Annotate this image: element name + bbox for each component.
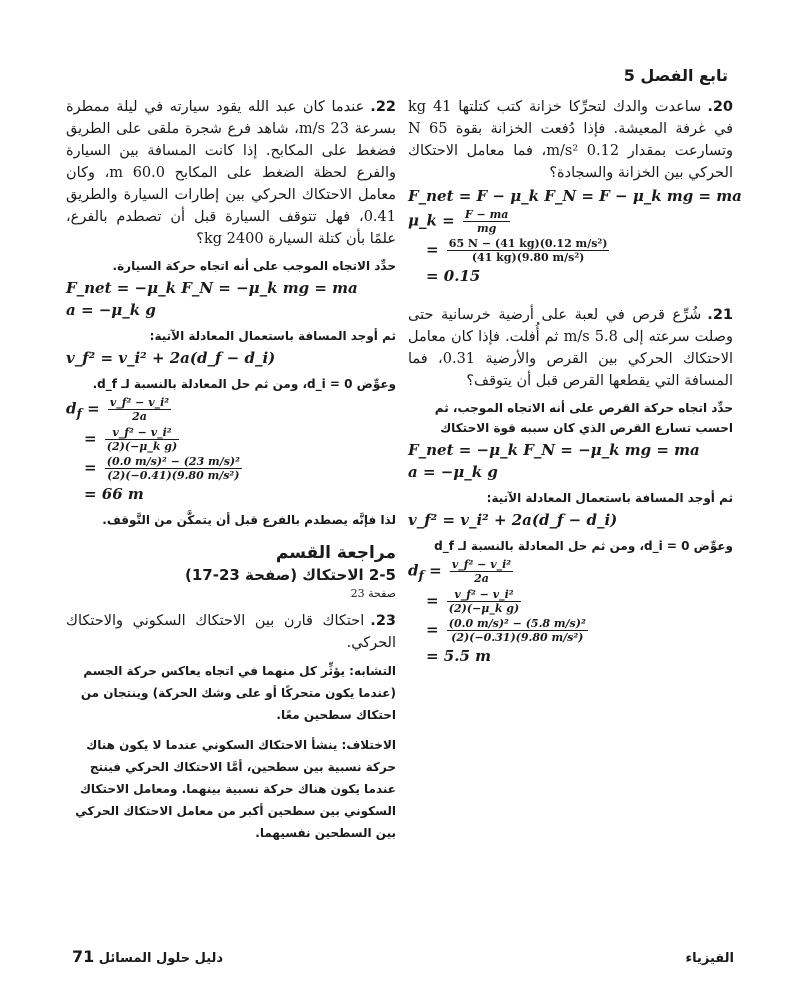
fraction: $\frac{\text{v\_f² − v\_i²}}{\text{(2)(−μ\_k g)}}$ <box>448 587 520 615</box>
fraction: $\frac{F - ma}{mg}$ <box>464 208 509 235</box>
fraction: $\frac{\text{(0.0 m/s)² − (5.8 m/s)²}}{\text{(2)(−0.31)(9.80 m/s²)}}$ <box>448 616 586 644</box>
answer-text: وعوِّض d_i = 0، ومن ثم حل المعادلة بالنسبة لـ d_f <box>434 539 733 553</box>
equation: = $\frac{\text{v\_f² − v\_i²}}{\text{(2)(−μ\_k g)}}$ <box>84 425 178 453</box>
problem-text: احتكاك قارن بين الاحتكاك السكوني والاحتكاك الحركي. <box>66 612 396 651</box>
equation: a = −μ_k g <box>66 301 156 319</box>
fraction: $\frac{\text{v\_f² − v\_i²}}{2a}$ <box>109 396 170 423</box>
equation: a = −μ_k g <box>408 463 498 481</box>
answer-text: حدِّد الاتجاه الموجب على أنه اتجاه حركة السيارة. <box>112 259 396 273</box>
equation-result: = 5.5 m <box>426 646 491 665</box>
problem-20 <box>408 96 733 184</box>
fraction: $\frac{\text{v\_f² − v\_i²}}{2a}$ <box>451 558 512 585</box>
answer-text: وعوِّض d_i = 0، ومن ثم حل المعادلة بالنسبة لـ d_f. <box>92 377 396 391</box>
fraction: $\frac{\text{65 N − (41 kg)(0.12 m/s²)}}{\text{(41 kg)(9.80 m/s²)}}$ <box>448 237 608 264</box>
difference-text: الاختلاف: ينشأ الاحتكاك السكوني عندما لا يكون هناك حركة نسبية بين سطحين، أمَّا الاحتكاك الحركي فينتج عندما يكون هناك حركة نسبية بينهما. ومعامل الاحتكاك السكوني بين سطحين أكبر من معامل الاحتكاك الحركي بين السطحين نفسيهما. <box>75 737 396 840</box>
equation: v_f² = v_i² + 2a(d_f − d_i) <box>408 511 618 529</box>
problem-number: 20. <box>707 99 734 115</box>
equation: $d_f$ = $\frac{\text{v\_f² − v\_i²}}{2a}$ <box>66 396 170 423</box>
equation-result: = 0.15 <box>426 267 481 285</box>
problem-number: 23. <box>370 612 396 629</box>
problem-text: عندما كان عبد الله يقود سيارته في ليلة ممطرة بسرعة 23 m/s، شاهد فرع شجرة ملقى على الطريق فضغط على المكابح. إذا كانت المسافة بين السيارة والفرع لحظة الضغط على المكابح 60.0 m، وكان معامل الاحتكاك الحركي بين إطارات السيارة والطريق 0.41، فهل تتوقف السيارة قبل أن تصطدم بالفرع، علمًا بأن كتلة السيارة 2400 kg؟ <box>66 99 397 247</box>
left-column <box>66 96 396 846</box>
equation: = $\frac{\text{(0.0 m/s)² − (5.8 m/s)²}}{\text{(2)(−0.31)(9.80 m/s²)}}$ <box>426 616 586 644</box>
equation: μ_k = $\frac{F - ma}{mg}$ <box>408 208 509 235</box>
answer-text: ثم أوجد المسافة باستعمال المعادلة الآتية: <box>149 329 396 343</box>
equation: v_f² = v_i² + 2a(d_f − d_i) <box>66 349 276 367</box>
problem-23 <box>66 610 396 654</box>
problem-22 <box>66 96 396 250</box>
page-number: 71 <box>72 947 95 966</box>
answer-text: ثم أوجد المسافة باستعمال المعادلة الآتية: <box>486 491 733 505</box>
section-subtitle: 2-5 الاحتكاك (صفحة 23-17) <box>184 565 396 584</box>
equation: F_net = −μ_k F_N = −μ_k mg = ma <box>408 441 700 459</box>
fraction: $\frac{\text{(0.0 m/s)² − (23 m/s)²}}{\text{(2)(−0.41)(9.80 m/s²)}}$ <box>106 454 240 482</box>
equation: = $\frac{\text{65 N − (41 kg)(0.12 m/s²)}}{\text{(41 kg)(9.80 m/s²)}}$ <box>426 237 608 264</box>
answer-text: حدِّد اتجاه حركة القرص على أنه الاتجاه الموجب، ثم احسب تسارع القرص الذي كان سببه قوة الاحتكاك <box>434 401 733 435</box>
problem-number: 21. <box>707 307 733 323</box>
fraction: $\frac{\text{v\_f² − v\_i²}}{\text{(2)(−μ\_k g)}}$ <box>106 425 178 453</box>
footer-subject: الفيزياء <box>685 951 734 966</box>
equation-result: = 66 m <box>84 484 144 503</box>
section-title: مراجعة القسم <box>275 542 396 563</box>
equation: $d_f$ = $\frac{\text{v\_f² − v\_i²}}{2a}$ <box>408 558 512 585</box>
footer-guide-label: دليل حلول المسائل <box>98 951 224 966</box>
equation: F_net = −μ_k F_N = −μ_k mg = ma <box>66 279 358 297</box>
problem-text: شُرِّع قرص في لعبة على أرضية خرسانية حتى وصلت سرعته إلى 5.8 m/s ثم أُفلت. فإذا كان معامل الاحتكاك الحركي بين القرص والأرضية 0.31، فما المسافة التي يقطعها القرص قبل أن يتوقف؟ <box>408 307 733 389</box>
chapter-header: تابع الفصل 5 <box>623 66 728 85</box>
footer-guide <box>66 947 223 966</box>
equation: = $\frac{\text{(0.0 m/s)² − (23 m/s)²}}{\text{(2)(−0.41)(9.80 m/s²)}}$ <box>84 454 240 482</box>
similarity-text: التشابه: يؤثِّر كل منهما في اتجاه يعاكس حركة الجسم (عندما يكون متحركًا أو على وشك الحركة) وينتجان من احتكاك سطحين معًا. <box>80 663 396 722</box>
problem-text: ساعدت والدك لتحرِّكا خزانة كتب كتلتها 41 kg في غرفة المعيشة. فإذا دُفعت الخزانة بقوة 65 N وتسارعت بمقدار 0.12 m/s²، فما معامل الاحتكاك الحركي بين الخزانة والسجادة؟ <box>408 99 734 181</box>
equation: F_net = F − μ_k F_N = F − μ_k mg = ma <box>408 187 742 205</box>
equation: = $\frac{\text{v\_f² − v\_i²}}{\text{(2)(−μ\_k g)}}$ <box>426 587 520 615</box>
problem-number: 22. <box>370 99 396 115</box>
conclusion-text: لذا فإنَّه يصطدم بالفرع قبل أن يتمكَّن من التَّوقف. <box>102 512 396 527</box>
section-review <box>66 542 396 602</box>
right-column <box>408 96 742 668</box>
problem-21 <box>408 304 733 392</box>
section-page-ref: صفحة 23 <box>350 586 396 600</box>
